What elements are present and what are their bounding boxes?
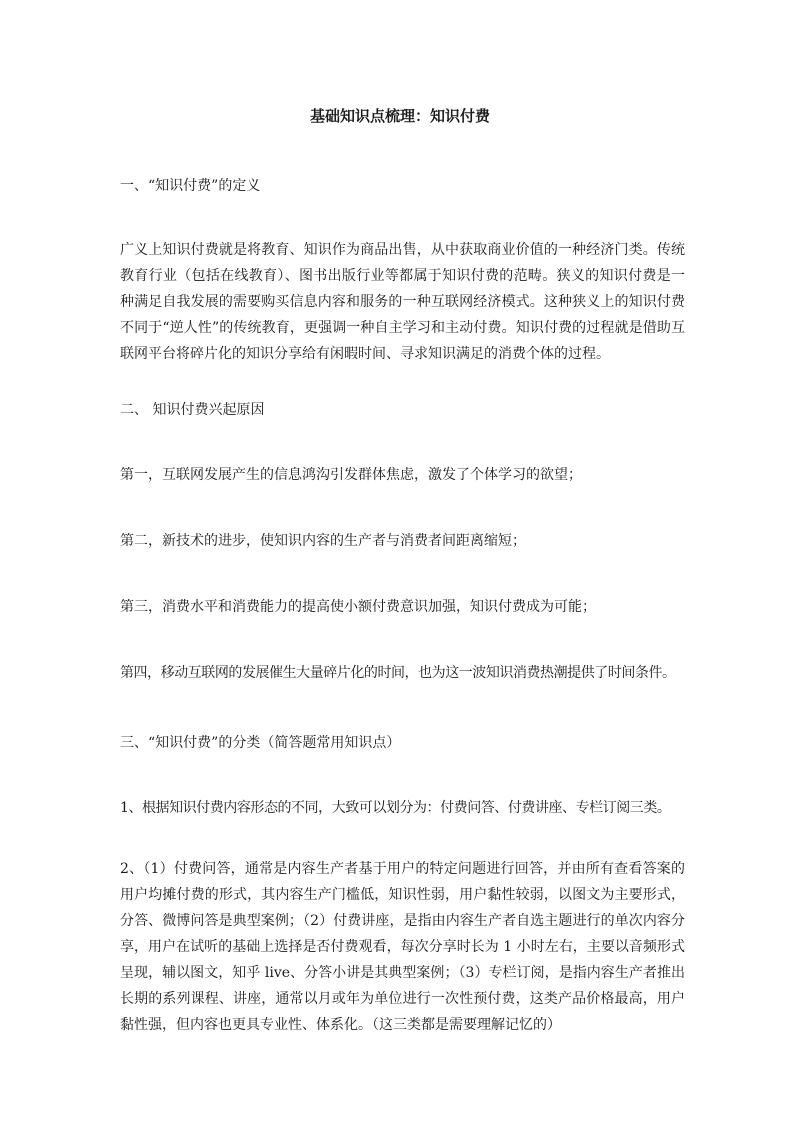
section-heading-reasons: 二、 知识付费兴起原因 (120, 402, 265, 418)
reason-item: 第二，新技术的进步，使知识内容的生产者与消费者间距离缩短； (120, 533, 526, 549)
classification-item-2: 2、（1）付费问答，通常是内容生产者基于用户的特定问题进行回答，并由所有查看答案的用户均摊付费的形式，其内容生产门槛低，知识性弱，用户黏性较弱，以图文为主要形式，分答、微博问答是典型案例；（2）付费讲座，是指由内容生产者自选主题进行的单次内容分享，用户在试听的基础上选择是否付费观看，每次分享时长为 1 小时左右，主要以音频形式呈现，辅以图文，知乎 live、分答小讲是其典型案例；（3）专栏订阅，是指内容生产者推出长期的系列课程、讲座，通常以月或年为单位进行一次性预付费，这类产品价格最高，用户黏性强，但内容也更具专业性、体系化。（这三类都是需要理解记忆的） (120, 861, 685, 1033)
classification-item-1: 1、根据知识付费内容形态的不同，大致可以划分为：付费问答、付费讲座、专栏订阅三类。 (120, 800, 671, 816)
section-heading-definition: 一、“知识付费”的定义 (120, 178, 261, 194)
reason-item: 第三，消费水平和消费能力的提高使小额付费意识加强，知识付费成为可能； (120, 599, 596, 615)
reason-item: 第四，移动互联网的发展催生大量碎片化的时间，也为这一波知识消费热潮提供了时间条件。 (120, 665, 676, 681)
document-title: 基础知识点梳理：知识付费 (309, 107, 490, 125)
definition-paragraph: 广义上知识付费就是将教育、知识作为商品出售，从中获取商业价值的一种经济门类。传统教育行业（包括在线教育）、图书出版行业等都属于知识付费的范畴。狭义的知识付费是一种满足自我发展的需要购买信息内容和服务的一种互联网经济模式。这种狭义上的知识付费不同于“逆人性”的传统教育，更强调一种自主学习和主动付费。知识付费的过程就是借助互联网平台将碎片化的知识分享给有闲暇时间、寻求知识满足的消费个体的过程。 (120, 242, 685, 362)
section-heading-classification: 三、“知识付费”的分类（简答题常用知识点） (120, 735, 401, 751)
reason-item: 第一，互联网发展产生的信息鸿沟引发群体焦虑，激发了个体学习的欲望； (120, 467, 582, 483)
